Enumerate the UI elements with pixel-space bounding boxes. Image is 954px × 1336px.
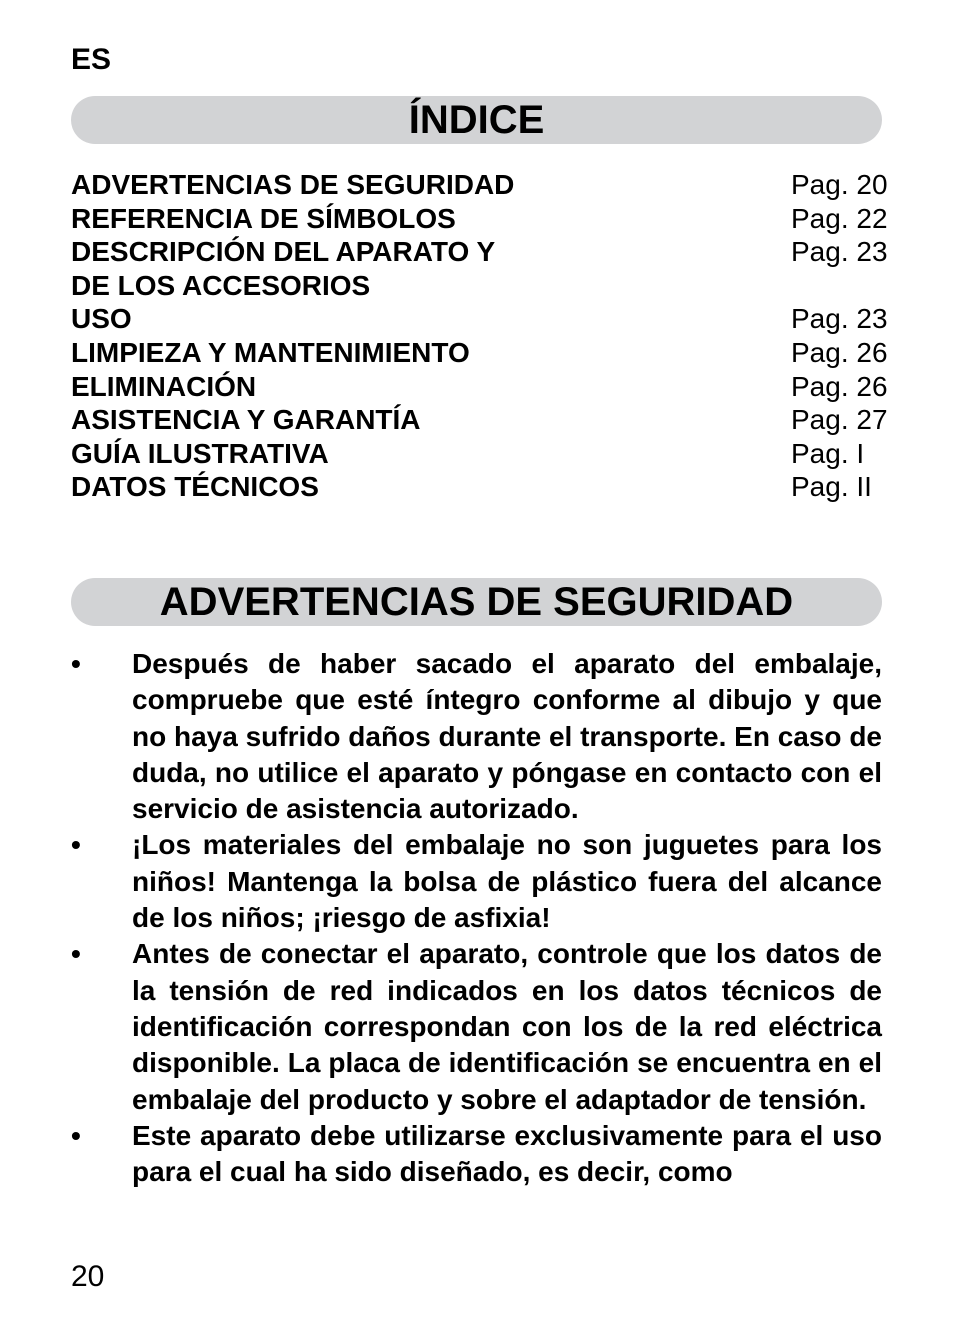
list-item [71,1118,882,1191]
toc-entry-page: Pag. 23 [791,303,888,335]
toc-entry-page: Pag. 27 [791,404,888,436]
toc-row[interactable] [71,470,891,504]
toc-entry-page: Pag. 20 [791,169,888,200]
toc-entry-title: ELIMINACIÓN [71,370,257,402]
safety-heading: ADVERTENCIAS DE SEGURIDAD [71,578,882,626]
toc-entry-title: LIMPIEZA Y MANTENIMIENTO [71,336,470,368]
toc-row[interactable] [71,235,891,269]
safety-warnings-list [71,646,882,1190]
bullet-icon: • [71,938,81,970]
warning-text: Este aparato debe utilizarse exclusivamente para el uso para el cual ha sido diseñado, es decir, como [132,1119,882,1188]
warning-text: Antes de conectar el aparato, controle que los datos de la tensión de red indicados en los datos técnicos de identificación correspondan con los de la red eléctrica disponible. La placa de identificación se encuentra en el embalaje del producto y sobre el adaptador de tensión. [132,938,882,1115]
toc-row[interactable] [71,370,891,404]
warning-text: Después de haber sacado el aparato del embalaje, compruebe que esté íntegro conforme al dibujo y que no haya sufrido daños durante el transporte. En caso de duda, no utilice el aparato y póngase en contacto con el servicio de asistencia autorizado. [132,648,882,825]
index-heading: ÍNDICE [71,96,882,144]
toc-entry-title: GUÍA ILUSTRATIVA [71,437,329,469]
warning-text: ¡Los materiales del embalaje no son juguetes para los niños! Mantenga la bolsa de plástico fuera del alcance de los niños; ¡riesgo de asfixia! [132,829,882,934]
toc-entry-title: DE LOS ACCESORIOS [71,269,371,301]
table-of-contents [71,168,891,504]
toc-entry-page: Pag. I [791,437,865,469]
toc-entry-title: REFERENCIA DE SÍMBOLOS [71,202,456,234]
language-code: ES [71,43,112,76]
list-item [71,936,882,1117]
toc-entry-page: Pag. II [791,471,872,503]
toc-row[interactable] [71,302,891,336]
bullet-icon: • [71,829,81,861]
toc-entry-page: Pag. 22 [791,202,888,234]
toc-entry-page: Pag. 26 [791,370,888,402]
page-number: 20 [71,1260,105,1293]
toc-row[interactable] [71,403,891,437]
list-item [71,646,882,827]
toc-row[interactable] [71,168,891,202]
toc-entry-title: ADVERTENCIAS DE SEGURIDAD [71,169,515,200]
bullet-icon: • [71,648,81,679]
toc-entry-title: DATOS TÉCNICOS [71,471,319,503]
toc-row[interactable] [71,269,891,303]
toc-entry-page: Pag. 23 [791,236,888,268]
toc-entry-title: DESCRIPCIÓN DEL APARATO Y [71,236,496,268]
toc-entry-title: ASISTENCIA Y GARANTÍA [71,404,421,436]
toc-row[interactable] [71,336,891,370]
bullet-icon: • [71,1119,81,1151]
toc-entry-page: Pag. 26 [791,336,888,368]
list-item [71,827,882,936]
toc-row[interactable] [71,437,891,471]
toc-row[interactable] [71,202,891,236]
toc-entry-title: USO [71,303,132,335]
